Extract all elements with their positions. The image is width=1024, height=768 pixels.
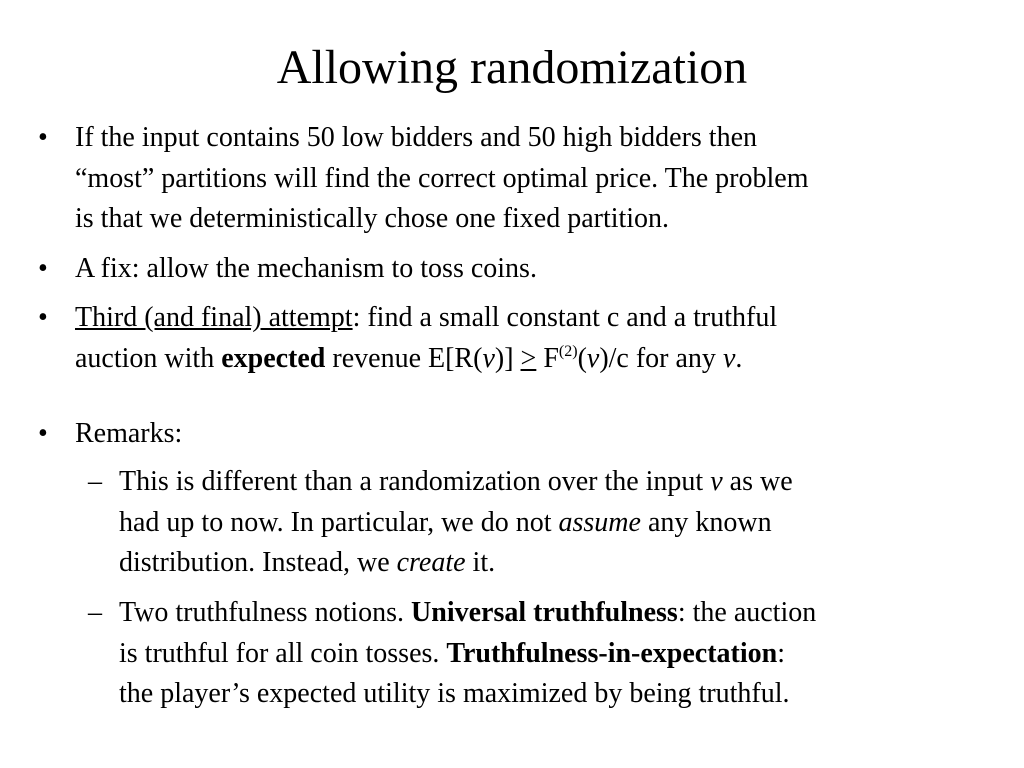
sub-2-text: : the auction [677, 597, 817, 628]
sub-1-line-2 [119, 503, 772, 544]
bullet-1-line-2: “most” partitions will find the correct optimal price. The problem [75, 163, 809, 194]
bullet-2-line-1: A fix: allow the mechanism to toss coins. [75, 253, 537, 284]
bullet-3-text: : find a small constant c and a truthful [352, 302, 778, 333]
sub-1-line-3 [119, 543, 495, 584]
bullet-3-text: . [735, 343, 743, 374]
bullet-3-text: )] [494, 343, 521, 374]
sub-1-text: as we [722, 466, 793, 497]
dash-marker: – [88, 597, 102, 628]
bullet-1-line-3: is that we deterministically chose one fixed partition. [75, 203, 670, 234]
dash-marker: – [88, 466, 102, 497]
universal-truthfulness-term: Universal truthfulness [411, 597, 678, 628]
sub-2-text: is truthful for all coin tosses. [119, 638, 447, 669]
slide-title: Allowing randomization [276, 41, 748, 94]
geq-symbol: > [520, 343, 537, 374]
bullet-3-text: )/c for any [599, 343, 723, 374]
variable-v: v [482, 343, 495, 374]
sub-1-text: had up to now. In particular, we do not [119, 507, 559, 538]
bullet-marker: • [38, 302, 48, 333]
sub-2-line-1 [119, 593, 816, 634]
sub-2-text: : [777, 638, 786, 669]
sub-2-line-2 [119, 634, 785, 675]
expected-emphasis: expected [221, 343, 326, 374]
sub-1-text: distribution. Instead, we [119, 547, 397, 578]
variable-v: v [722, 343, 736, 374]
bullet-4-line-1: Remarks: [75, 418, 183, 449]
variable-v: v [710, 466, 723, 497]
create-emphasis: create [396, 547, 466, 578]
sub-1-line-1 [119, 462, 793, 503]
bullet-3-text: F [536, 343, 559, 374]
superscript-2: (2) [558, 343, 578, 360]
bullet-marker: • [38, 418, 48, 449]
bullet-3-text: auction with [75, 343, 222, 374]
sub-2-text: Two truthfulness notions. [119, 597, 412, 628]
variable-v: v [586, 343, 600, 374]
sub-2-line-3: the player’s expected utility is maximized by being truthful. [119, 678, 790, 709]
bullet-3-line-1 [75, 298, 777, 339]
assume-emphasis: assume [558, 507, 641, 538]
bullet-marker: • [38, 122, 48, 153]
truthfulness-in-expectation-term: Truthfulness-in-expectation [446, 638, 778, 669]
bullet-3-text: ( [577, 343, 587, 374]
third-attempt-label: Third (and final) attempt [75, 302, 353, 333]
bullet-3-text: revenue E[R( [325, 343, 483, 374]
sub-1-text: it. [465, 547, 496, 578]
bullet-marker: • [38, 253, 48, 284]
bullet-1-line-1: If the input contains 50 low bidders and 50 high bidders then [75, 122, 757, 153]
sub-1-text: This is different than a randomization over the input [119, 466, 711, 497]
bullet-3-line-2 [75, 339, 742, 380]
sub-1-text: any known [640, 507, 772, 538]
